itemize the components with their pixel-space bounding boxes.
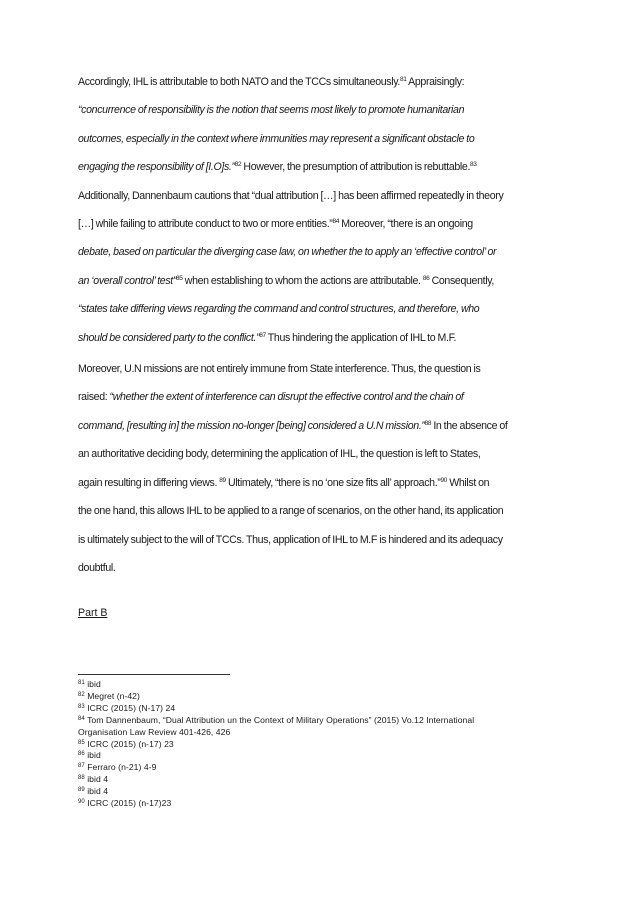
footnote-number: 89 xyxy=(78,787,85,794)
footnote-item xyxy=(78,798,578,810)
text-line xyxy=(78,383,578,411)
text-line xyxy=(78,182,578,210)
quote-text: command, [resulting in] the mission no-longer [being] considered a U.N mission.” xyxy=(78,419,425,432)
text-run: […] while failing to attribute conduct to two or more entities.” xyxy=(78,218,333,231)
footnote-ref[interactable]: 87 xyxy=(259,331,266,339)
text-run: Consequently, xyxy=(429,274,494,287)
footnote-ref[interactable]: 81 xyxy=(400,76,407,83)
text-line xyxy=(78,267,578,295)
footnote-text: Organisation Law Review 401-426, 426 xyxy=(78,726,231,737)
footnote-item xyxy=(78,762,578,774)
footnote-divider xyxy=(78,674,230,675)
text-run: doubtful. xyxy=(78,561,116,574)
text-run: In the absence of xyxy=(431,419,508,432)
text-run: Accordingly, IHL is attributable to both NATO and the TCCs simultaneously. xyxy=(78,76,401,88)
footnote-item xyxy=(78,750,578,762)
text-line xyxy=(78,96,578,124)
footnote-number: 82 xyxy=(78,691,85,698)
quote-text: engaging the responsibility of [I.O]s.” xyxy=(78,161,235,174)
part-b-heading: Part B xyxy=(78,607,108,619)
footnote-number: 84 xyxy=(78,715,85,722)
text-run: Moreover, U.N missions are not entirely immune from State interference. Thus, the question is xyxy=(78,363,481,376)
quote-text: debate, based on particular the diverging case law, on whether the to apply an ‘effective control’ or xyxy=(78,246,497,259)
quote-text: outcomes, especially in the context where immunities may represent a significant obstacle to xyxy=(78,132,475,145)
footnote-text: ibid xyxy=(84,679,101,689)
footnote-text: ibid 4 xyxy=(84,786,109,797)
footnote-item xyxy=(78,739,578,751)
footnote-number: 83 xyxy=(78,703,85,710)
footnotes-list xyxy=(78,679,578,810)
quote-text: “concurrence of responsibility is the notion that seems most likely to promote humanitarian xyxy=(78,104,465,117)
footnote-ref[interactable]: 82 xyxy=(234,161,242,169)
text-line xyxy=(78,324,578,352)
footnote-ref[interactable]: 85 xyxy=(176,274,183,282)
footnote-ref[interactable]: 86 xyxy=(422,274,430,282)
footnote-ref[interactable]: 83 xyxy=(470,161,477,169)
body-text xyxy=(78,68,578,582)
text-line xyxy=(78,125,578,153)
text-line xyxy=(78,295,578,323)
text-line xyxy=(78,526,578,554)
text-run: an authoritative deciding body, determining the application of IHL, the question is left to States, xyxy=(78,448,481,461)
footnote-item xyxy=(78,727,578,739)
footnote-text: Tom Dannenbaum, “Dual Attribution un the Context of Military Operations” (2015) Vo.12 International xyxy=(84,714,475,725)
text-run: again resulting in differing views. xyxy=(78,476,220,489)
paragraph-2 xyxy=(78,355,578,582)
quote-text: “whether the extent of interference can disrupt the effective control and the chain of xyxy=(109,391,464,404)
text-line xyxy=(78,554,578,582)
text-run: is ultimately subject to the will of TCCs. Thus, application of IHL to M.F is hindered and its adequacy xyxy=(78,533,503,546)
footnote-text: ICRC (2015) (n-17)23 xyxy=(84,798,172,809)
text-line xyxy=(78,238,578,266)
footnote-text: ICRC (2015) (N-17) 24 xyxy=(84,702,176,713)
text-run: the one hand, this allows IHL to be applied to a range of scenarios, on the other hand, its application xyxy=(78,505,504,518)
footnote-text: ibid xyxy=(84,750,101,761)
footnote-ref[interactable]: 89 xyxy=(219,476,226,484)
text-run: raised: xyxy=(78,391,110,404)
footnote-item xyxy=(78,786,578,798)
quote-text: should be considered party to the conflict.” xyxy=(78,331,260,344)
footnote-text: Megret (n-42) xyxy=(84,690,140,701)
text-run: Whilst on xyxy=(447,476,490,489)
footnote-ref[interactable]: 88 xyxy=(424,419,432,427)
text-run: However, the presumption of attribution is rebuttable. xyxy=(241,161,471,174)
footnote-item xyxy=(78,679,578,691)
text-run: when establishing to whom the actions are attributable. xyxy=(182,274,423,287)
text-line xyxy=(78,440,578,468)
footnote-ref[interactable]: 84 xyxy=(332,218,339,226)
footnote-item xyxy=(78,774,578,786)
footnote-item xyxy=(78,691,578,703)
text-line xyxy=(78,412,578,440)
text-run: Additionally, Dannenbaum cautions that “dual attribution […] has been affirmed repeatedly in theory xyxy=(78,189,504,202)
footnote-text: ibid 4 xyxy=(84,774,109,785)
quote-text: an ‘overall control’ test” xyxy=(78,274,177,287)
footnote-number: 81 xyxy=(78,680,85,686)
footnote-text: Ferraro (n-21) 4-9 xyxy=(84,762,157,773)
text-line xyxy=(78,469,578,497)
footnote-number: 88 xyxy=(78,775,85,782)
text-run: Ultimately, “there is no ‘one size fits all’ approach.” xyxy=(225,476,441,489)
text-line xyxy=(78,210,578,238)
text-line xyxy=(78,355,578,383)
paragraph-1 xyxy=(78,68,578,352)
text-line xyxy=(78,153,578,181)
text-run: Thus hindering the application of IHL to M.F. xyxy=(265,331,457,344)
text-run: Appraisingly: xyxy=(406,76,465,88)
footnote-number: 87 xyxy=(78,763,85,770)
footnote-item xyxy=(78,715,578,727)
text-line xyxy=(78,68,578,96)
footnote-ref[interactable]: 90 xyxy=(440,476,447,484)
footnote-number: 90 xyxy=(78,799,85,806)
footnote-text: ICRC (2015) (n-17) 23 xyxy=(84,738,174,749)
footnote-item xyxy=(78,703,578,715)
text-line xyxy=(78,497,578,525)
footnote-number: 86 xyxy=(78,751,85,758)
quote-text: “states take differing views regarding the command and control structures, and therefore, who xyxy=(78,303,480,316)
text-run: Moreover, “there is an ongoing xyxy=(339,218,473,231)
footnote-number: 85 xyxy=(78,739,85,746)
